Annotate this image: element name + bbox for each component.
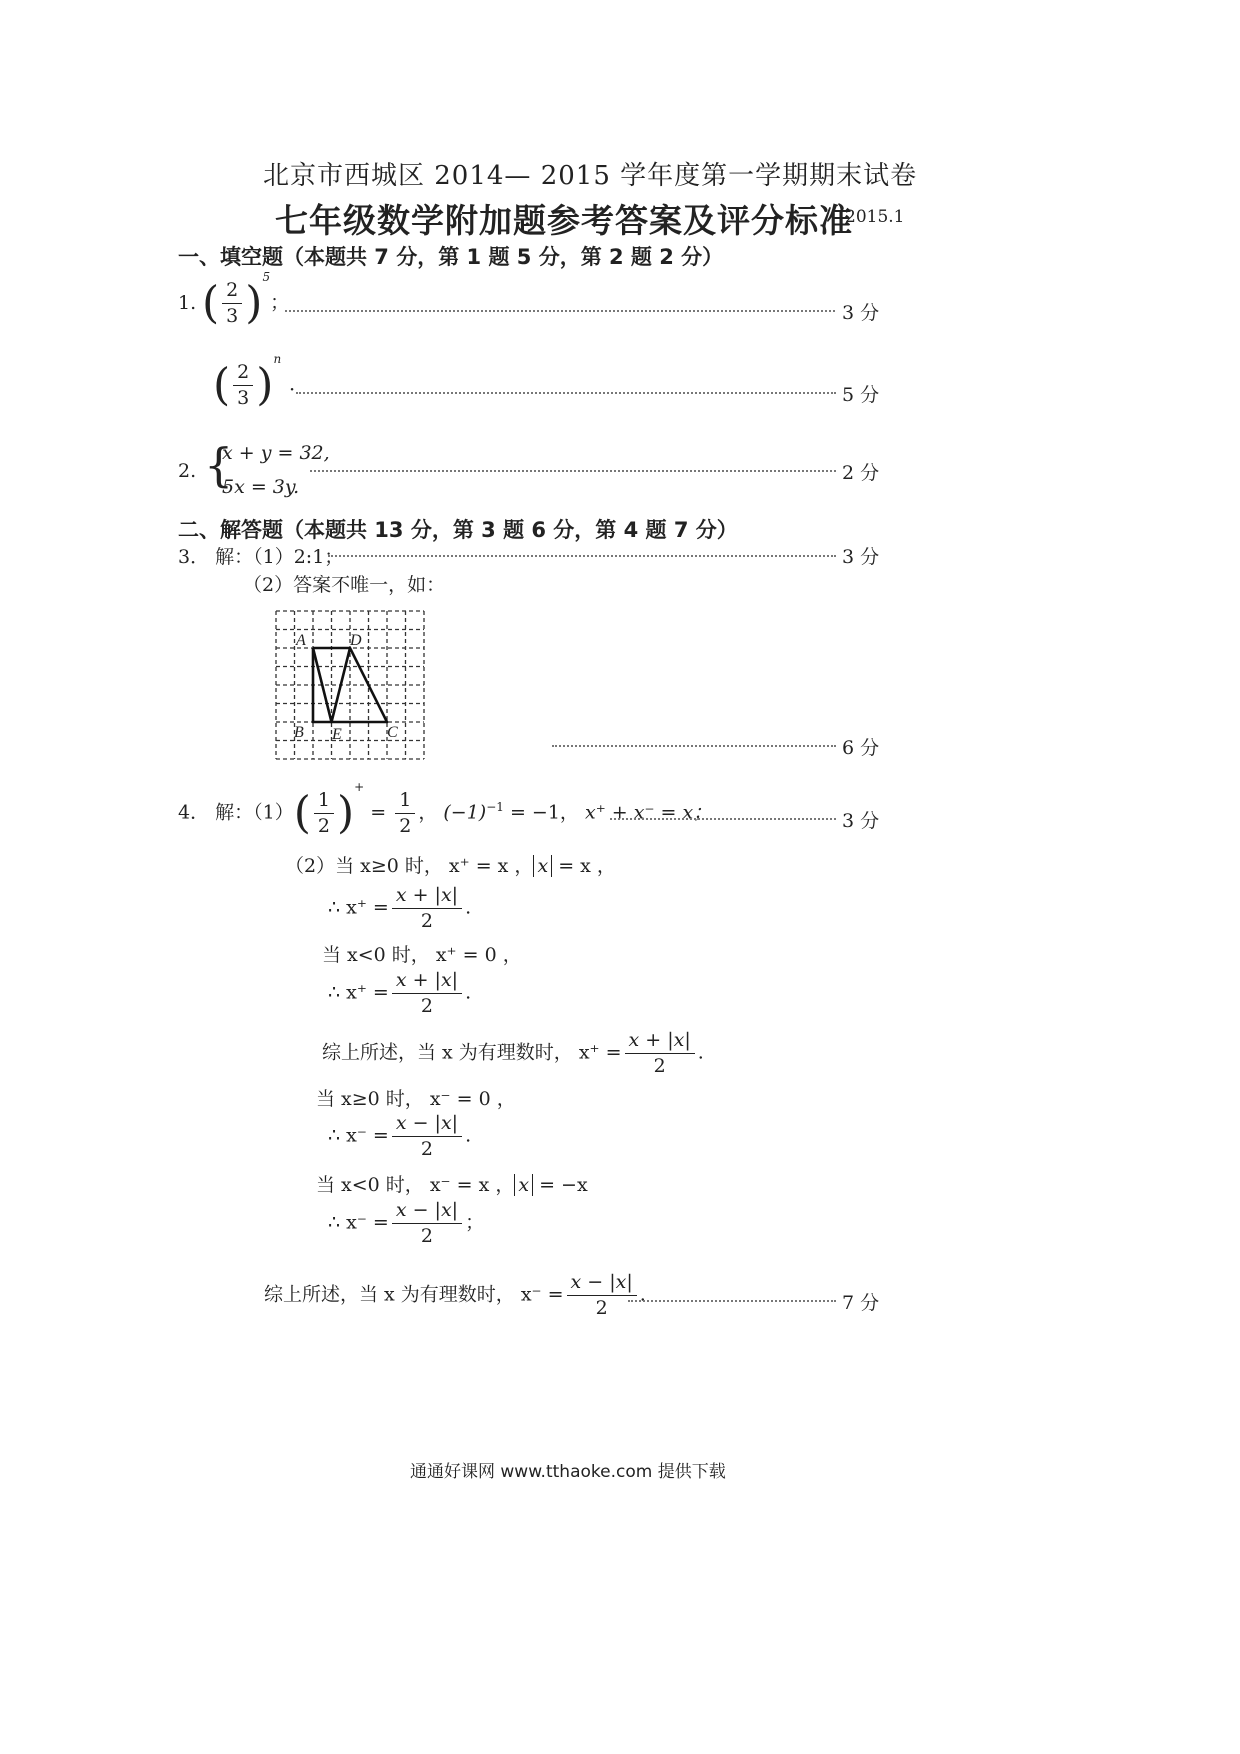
q4-result-minus-2: ∴ x⁻ = $\frac{x - |x|}{2}$ ； bbox=[328, 1199, 485, 1247]
q2-score: 2 分 bbox=[842, 462, 880, 484]
label-B: B bbox=[294, 724, 304, 741]
q1b-expression: ( $\frac{2}{3}$ )$^n$． bbox=[213, 352, 309, 411]
q1a-dotted-leader bbox=[285, 310, 835, 312]
q4-part1: 4． 解：（1）( $\frac{1}{2}$ )+ = $\frac{1}{2}$ ， $(-1)^{-1} = -1$， x⁺ + x⁻ = x； bbox=[178, 780, 713, 839]
q2-number: 2. bbox=[178, 460, 197, 482]
label-E: E bbox=[332, 726, 342, 743]
q4-result-plus-2: ∴ x⁺ = $\frac{x + |x|}{2}$ . bbox=[328, 969, 472, 1017]
q1b-dotted-leader bbox=[296, 392, 836, 394]
q4-part2-case2: 当 x<0 时， x⁺ = 0 ， bbox=[322, 944, 522, 966]
section1-heading: 一、填空题（本题共 7 分，第 1 题 5 分，第 2 题 2 分） bbox=[178, 245, 724, 269]
q1a-score: 3 分 bbox=[842, 302, 880, 324]
q3-score-2: 6 分 bbox=[842, 737, 880, 759]
q4-dotted-leader-1 bbox=[610, 818, 836, 820]
q3-dotted-leader-2 bbox=[552, 745, 836, 747]
q4-part2-case3: 当 x≥0 时， x⁻ = 0 ， bbox=[316, 1088, 516, 1110]
exam-title: 北京市西城区 2014— 2015 学年度第一学期期末试卷 bbox=[263, 161, 918, 191]
label-A: A bbox=[296, 632, 306, 649]
q3-dotted-leader-1 bbox=[328, 555, 836, 557]
answer-key-title: 七年级数学附加题参考答案及评分标准 bbox=[275, 201, 853, 240]
section2-heading: 二、解答题（本题共 13 分，第 3 题 6 分，第 4 题 7 分） bbox=[178, 518, 738, 542]
brace-icon: { bbox=[204, 438, 234, 492]
q3-score-1: 3 分 bbox=[842, 546, 880, 568]
label-D: D bbox=[350, 632, 362, 649]
q1-number: 1. bbox=[178, 292, 197, 314]
q2-dotted-leader bbox=[310, 470, 836, 472]
grid-figure bbox=[270, 605, 430, 765]
q4-dotted-leader-2 bbox=[628, 1300, 836, 1302]
label-C: C bbox=[387, 724, 398, 741]
q4-score-2: 7 分 bbox=[842, 1292, 880, 1314]
q4-result-plus-1: ∴ x⁺ = $\frac{x + |x|}{2}$ . bbox=[328, 884, 472, 932]
q4-prefix: 4． 解：（1） bbox=[178, 801, 294, 824]
date-label: 2015.1 bbox=[845, 207, 905, 227]
q4-part2-case4: 当 x<0 时， x⁻ = x ， x = −x bbox=[316, 1174, 588, 1196]
q3-part1: 3． 解：（1）2:1； bbox=[178, 546, 344, 568]
q4-result-minus-1: ∴ x⁻ = $\frac{x - |x|}{2}$ . bbox=[328, 1112, 472, 1160]
q2-line2: 5x = 3y. bbox=[222, 476, 300, 498]
q3-part2: （2）答案不唯一，如： bbox=[243, 574, 446, 596]
q4-summary-plus: 综上所述，当 x 为有理数时， x⁺ = $\frac{x + |x|}{2}$ . bbox=[322, 1029, 704, 1077]
q1a-expression: ( $\frac{2}{3}$ )$^5$； bbox=[202, 270, 290, 329]
q4-score-1: 3 分 bbox=[842, 810, 880, 832]
footer-watermark: 通通好课网 www.tthaoke.com 提供下载 bbox=[410, 1462, 726, 1482]
q4-part2-case1: （2）当 x≥0 时， x⁺ = x ， x = x ， bbox=[285, 855, 616, 877]
q4-summary-minus: 综上所述，当 x 为有理数时， x⁻ = $\frac{x - |x|}{2}$ . bbox=[264, 1271, 646, 1319]
q2-line1: x + y = 32, bbox=[222, 442, 330, 464]
q1b-score: 5 分 bbox=[842, 384, 880, 406]
